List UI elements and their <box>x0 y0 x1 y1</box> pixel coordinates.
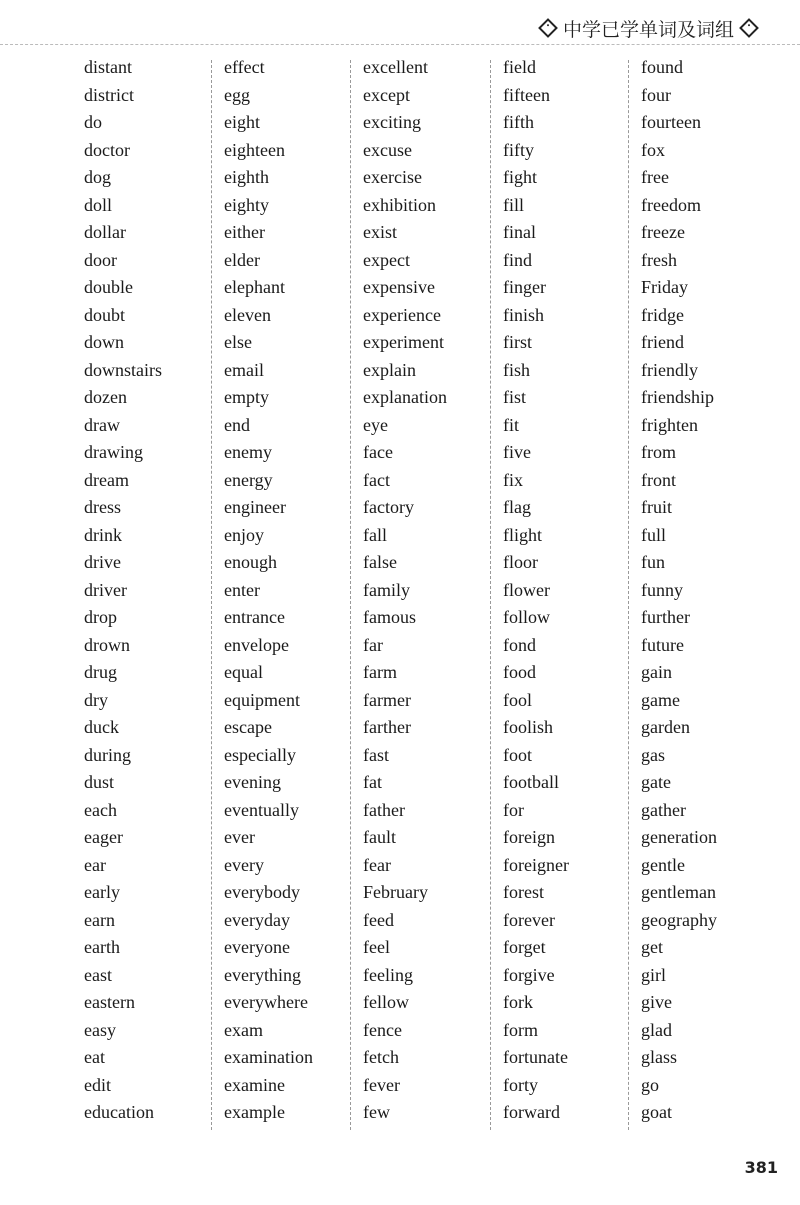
word-entry: feel <box>363 937 390 957</box>
word-entry: each <box>84 799 117 820</box>
word-entry: effect <box>224 57 265 77</box>
word-entry: eleven <box>224 304 271 325</box>
word-entry: especially <box>224 744 296 765</box>
word-entry: forget <box>503 937 546 957</box>
word-entry: exciting <box>363 112 421 132</box>
word-entry: draw <box>84 414 120 435</box>
word-entry: dream <box>84 469 129 490</box>
word-entry: flight <box>503 524 542 545</box>
word-entry: generation <box>641 827 717 847</box>
word-entry: freeze <box>641 222 685 242</box>
column-divider <box>211 60 212 1130</box>
word-entry: fast <box>363 744 389 765</box>
header-divider <box>0 44 800 45</box>
word-entry: exist <box>363 222 397 242</box>
word-entry: famous <box>363 607 416 627</box>
word-entry: free <box>641 167 669 187</box>
word-entry: forever <box>503 909 555 930</box>
word-entry: flag <box>503 497 531 517</box>
word-entry: doubt <box>84 304 126 325</box>
word-column-4 <box>503 54 569 1127</box>
word-entry: false <box>363 552 397 572</box>
word-entry: empty <box>224 387 269 407</box>
word-entry: forgive <box>503 964 555 985</box>
word-entry: game <box>641 689 680 710</box>
word-entry: except <box>363 84 410 105</box>
word-entry: future <box>641 634 684 655</box>
word-entry: fool <box>503 689 532 710</box>
word-entry: gain <box>641 662 672 682</box>
word-entry: eastern <box>84 992 135 1012</box>
word-entry: father <box>363 799 405 820</box>
word-entry: entrance <box>224 607 285 627</box>
column-divider <box>350 60 351 1130</box>
word-entry: drink <box>84 524 122 545</box>
word-entry: eventually <box>224 799 299 820</box>
word-entry: examination <box>224 1047 313 1067</box>
word-entry: either <box>224 222 265 242</box>
word-entry: fix <box>503 469 523 490</box>
word-entry: garden <box>641 717 690 737</box>
word-entry: else <box>224 332 252 352</box>
word-entry: February <box>363 882 428 902</box>
word-entry: everything <box>224 964 301 985</box>
word-entry: funny <box>641 579 683 600</box>
word-entry: full <box>641 524 666 545</box>
word-entry: eat <box>84 1047 105 1067</box>
word-entry: enter <box>224 579 260 600</box>
word-entry: fun <box>641 552 665 572</box>
word-entry: freedom <box>641 194 701 215</box>
word-entry: dog <box>84 167 111 187</box>
word-entry: equal <box>224 662 263 682</box>
word-entry: enemy <box>224 442 272 462</box>
word-column-1 <box>84 54 162 1127</box>
word-entry: few <box>363 1102 390 1122</box>
word-column-3 <box>363 54 447 1127</box>
word-entry: Friday <box>641 277 688 297</box>
word-entry: ear <box>84 854 106 875</box>
word-entry: eager <box>84 827 123 847</box>
word-entry: eighteen <box>224 139 285 160</box>
word-entry: foreign <box>503 827 555 847</box>
word-entry: engineer <box>224 497 286 517</box>
word-entry: edit <box>84 1074 111 1095</box>
word-entry: district <box>84 84 134 105</box>
word-entry: expensive <box>363 277 435 297</box>
word-entry: duck <box>84 717 119 737</box>
word-entry: farmer <box>363 689 411 710</box>
column-divider <box>490 60 491 1130</box>
word-entry: fish <box>503 359 530 380</box>
word-entry: early <box>84 882 120 902</box>
word-entry: door <box>84 249 117 270</box>
word-entry: ever <box>224 827 255 847</box>
word-entry: fit <box>503 414 519 435</box>
word-entry: four <box>641 84 671 105</box>
word-entry: enjoy <box>224 524 264 545</box>
word-entry: fight <box>503 167 537 187</box>
word-entry: family <box>363 579 410 600</box>
word-entry: envelope <box>224 634 289 655</box>
word-entry: elephant <box>224 277 285 297</box>
word-entry: equipment <box>224 689 300 710</box>
word-column-2 <box>224 54 313 1127</box>
word-entry: escape <box>224 717 272 737</box>
word-entry: fellow <box>363 992 409 1012</box>
running-header-title: 中学已学单词及词组 <box>562 18 734 41</box>
word-entry: dry <box>84 689 108 710</box>
word-entry: factory <box>363 497 414 517</box>
word-entry: eye <box>363 414 388 435</box>
word-entry: friendly <box>641 359 698 380</box>
word-entry: dollar <box>84 222 126 242</box>
word-entry: feeling <box>363 964 413 985</box>
word-entry: expect <box>363 249 410 270</box>
word-entry: give <box>641 992 672 1012</box>
word-entry: fifth <box>503 112 534 132</box>
word-entry: fifty <box>503 139 534 160</box>
word-entry: fever <box>363 1074 400 1095</box>
word-entry: farm <box>363 662 397 682</box>
word-entry: fault <box>363 827 396 847</box>
word-entry: east <box>84 964 112 985</box>
word-entry: glad <box>641 1019 672 1040</box>
word-entry: go <box>641 1074 659 1095</box>
word-entry: earn <box>84 909 115 930</box>
word-entry: earth <box>84 937 120 957</box>
word-entry: everywhere <box>224 992 308 1012</box>
word-entry: feed <box>363 909 394 930</box>
word-entry: drown <box>84 634 130 655</box>
word-entry: foot <box>503 744 532 765</box>
word-entry: easy <box>84 1019 116 1040</box>
word-entry: excuse <box>363 139 412 160</box>
word-entry: first <box>503 332 532 352</box>
word-entry: fact <box>363 469 390 490</box>
word-entry: doctor <box>84 139 130 160</box>
word-entry: dust <box>84 772 115 792</box>
word-entry: fridge <box>641 304 684 325</box>
word-entry: final <box>503 222 536 242</box>
word-entry: fifteen <box>503 84 550 105</box>
word-entry: floor <box>503 552 538 572</box>
word-entry: dress <box>84 497 121 517</box>
word-entry: finish <box>503 304 545 325</box>
word-entry: double <box>84 277 133 297</box>
word-entry: forty <box>503 1074 538 1095</box>
word-entry: frighten <box>641 414 698 435</box>
word-entry: doll <box>84 194 113 215</box>
word-entry: email <box>224 359 264 380</box>
word-entry: forest <box>503 882 544 902</box>
word-entry: fresh <box>641 249 677 270</box>
word-entry: form <box>503 1019 538 1040</box>
word-entry: fetch <box>363 1047 399 1067</box>
word-entry: fond <box>503 634 536 655</box>
word-entry: fruit <box>641 497 672 517</box>
diamond-ornament-icon <box>739 18 759 38</box>
word-entry: front <box>641 469 676 490</box>
word-entry: drop <box>84 607 117 627</box>
word-entry: eighth <box>224 167 269 187</box>
word-entry: gas <box>641 744 665 765</box>
word-entry: fist <box>503 387 527 407</box>
word-entry: fence <box>363 1019 402 1040</box>
word-entry: exhibition <box>363 194 436 215</box>
word-entry: egg <box>224 84 250 105</box>
word-entry: elder <box>224 249 260 270</box>
word-entry: exercise <box>363 167 422 187</box>
word-entry: experience <box>363 304 441 325</box>
page-number: 381 <box>744 1158 778 1177</box>
word-entry: explanation <box>363 387 447 407</box>
word-entry: fall <box>363 524 387 545</box>
word-entry: found <box>641 57 683 77</box>
diamond-ornament-icon <box>538 18 558 38</box>
word-entry: fill <box>503 194 524 215</box>
word-entry: distant <box>84 57 132 77</box>
word-entry: gate <box>641 772 671 792</box>
word-entry: field <box>503 57 536 77</box>
word-entry: football <box>503 772 559 792</box>
word-entry: exam <box>224 1019 263 1040</box>
word-entry: girl <box>641 964 666 985</box>
word-entry: gentleman <box>641 882 716 902</box>
word-entry: drawing <box>84 442 143 462</box>
word-entry: finger <box>503 277 546 297</box>
word-entry: fork <box>503 992 533 1012</box>
word-entry: face <box>363 442 393 462</box>
word-entry: from <box>641 442 676 462</box>
word-entry: gather <box>641 799 686 820</box>
word-entry: enough <box>224 552 277 572</box>
word-entry: every <box>224 854 264 875</box>
word-entry: for <box>503 799 524 820</box>
word-entry: examine <box>224 1074 285 1095</box>
word-entry: food <box>503 662 536 682</box>
word-entry: downstairs <box>84 359 162 380</box>
word-entry: evening <box>224 772 281 792</box>
word-entry: eighty <box>224 194 269 215</box>
word-entry: experiment <box>363 332 444 352</box>
word-entry: follow <box>503 607 550 627</box>
word-entry: farther <box>363 717 411 737</box>
column-divider <box>628 60 629 1130</box>
word-entry: fourteen <box>641 112 701 132</box>
word-entry: explain <box>363 359 416 380</box>
word-entry: fox <box>641 139 665 160</box>
word-column-5 <box>641 54 717 1127</box>
word-entry: education <box>84 1102 154 1122</box>
running-header <box>541 12 756 44</box>
word-entry: drug <box>84 662 117 682</box>
word-entry: everyone <box>224 937 290 957</box>
word-entry: drive <box>84 552 121 572</box>
word-entry: during <box>84 744 131 765</box>
word-entry: goat <box>641 1102 672 1122</box>
word-entry: driver <box>84 579 127 600</box>
word-entry: gentle <box>641 854 685 875</box>
word-entry: everyday <box>224 909 290 930</box>
word-entry: everybody <box>224 882 300 902</box>
word-entry: five <box>503 442 531 462</box>
word-entry: far <box>363 634 383 655</box>
word-entry: fortunate <box>503 1047 568 1067</box>
word-entry: friendship <box>641 387 714 407</box>
word-entry: foreigner <box>503 854 569 875</box>
word-entry: excellent <box>363 57 428 77</box>
word-entry: energy <box>224 469 273 490</box>
word-entry: fat <box>363 772 382 792</box>
word-entry: fear <box>363 854 391 875</box>
word-entry: geography <box>641 909 717 930</box>
word-entry: do <box>84 112 102 132</box>
word-entry: find <box>503 249 532 270</box>
word-entry: eight <box>224 112 260 132</box>
word-entry: end <box>224 414 250 435</box>
word-entry: dozen <box>84 387 127 407</box>
word-entry: glass <box>641 1047 677 1067</box>
word-entry: further <box>641 607 690 627</box>
word-entry: get <box>641 937 663 957</box>
word-entry: flower <box>503 579 550 600</box>
word-entry: example <box>224 1102 285 1122</box>
word-entry: forward <box>503 1102 560 1122</box>
word-entry: friend <box>641 332 684 352</box>
word-entry: down <box>84 332 124 352</box>
word-entry: foolish <box>503 717 554 737</box>
